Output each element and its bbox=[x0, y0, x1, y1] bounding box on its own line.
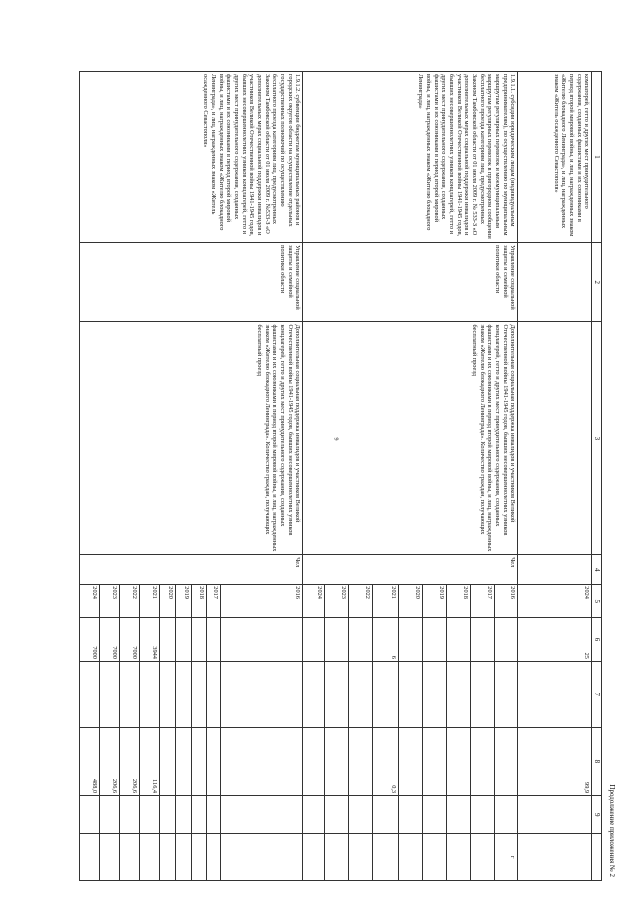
col-num-3: 3 bbox=[592, 322, 602, 555]
table-row: 2022 7000 206,6 bbox=[120, 72, 140, 881]
col-num-6: 6 bbox=[592, 618, 602, 662]
table-row: 2019 bbox=[423, 72, 447, 881]
table-row bbox=[495, 72, 518, 881]
table-row: 2023 bbox=[325, 72, 349, 881]
cell-year: 2016 bbox=[495, 585, 518, 618]
cell-unit-2: Чел bbox=[80, 555, 303, 585]
col-num-8: 8 bbox=[592, 727, 602, 795]
cell-mark: г bbox=[495, 834, 518, 881]
table-row: 2020 bbox=[160, 72, 176, 881]
col-num-4: 4 bbox=[592, 555, 602, 585]
col-num-5: 5 bbox=[592, 585, 602, 618]
col-num-9: 9 bbox=[592, 796, 602, 834]
cell-description: компаторей, гетто и других мест принудительного содержания, созданных фашистами и их союзниками в период второй мировой войны, и лиц, награжденных знаком «Жителю блокадного Ленинграда», и лиц, награжденных знаком «Житель осажденного Севастополя» bbox=[518, 72, 592, 243]
col-num-1: 1 bbox=[592, 72, 602, 243]
col-num-2: 2 bbox=[592, 243, 602, 322]
table-row bbox=[221, 72, 303, 881]
table-row: 2023 7000 206,6 bbox=[100, 72, 120, 881]
cell-executor-2: Управление социальной защиты и семейной политики области bbox=[80, 243, 303, 322]
cell-year: 2016 bbox=[221, 585, 303, 618]
page-number: 6 bbox=[334, 437, 341, 441]
column-numbers-row bbox=[592, 72, 602, 881]
cell-year: 2024 bbox=[518, 585, 592, 618]
cell-executor-1: Управление социальной защиты и семейной политики области bbox=[303, 243, 518, 322]
table-row: 2024 bbox=[303, 72, 325, 881]
cell-unit-1: Чел bbox=[303, 555, 518, 585]
cell-value: 25 bbox=[518, 618, 592, 662]
col-num-7: 7 bbox=[592, 661, 602, 727]
cell-amount: 99,9 bbox=[518, 727, 592, 795]
table-row: 2022 bbox=[349, 72, 373, 881]
rotated-table-page bbox=[91, 71, 616, 881]
cell-indicator-1: Дополнительная социальная поддержка инвалидов и участников Великой Отечественной войны 1941-1945 годов, бывших несовершеннолетних узников концлагерей, гетто и других мест принудительного содержания, созданных фашистами и их союзниками в период второй мировой войны, и лиц, награжденных знаком «Жителю блокадного Ленинграда». Количество граждан, получающих бесплатный проезд bbox=[303, 322, 518, 555]
table-row: 2018 bbox=[447, 72, 471, 881]
table-row: 2018 bbox=[192, 72, 207, 881]
col-num-10 bbox=[592, 834, 602, 881]
continuation-title: Продолжение приложения № 2 bbox=[608, 784, 616, 877]
cell-indicator-2: Дополнительная социальная поддержка инвалидов и участников Великой Отечественной войны 1941-1945 годов, бывших несовершеннолетних узников концлагерей, гетто и других мест принудительного содержания, созданных фашистами и их союзниками в период второй мировой войны, и лиц, награжденных знаком «Жителю блокадного Ленинграда». Количество граждан, получающих бесплатный проезд bbox=[80, 322, 303, 555]
cell-measure-2: 1.9.1.2. субвенции бюджетам муниципальных районов и городских округов области на осуществление отдельных государственных полномочий по осуществлению бесплатного проезда категориям лиц, предусмотренных Законом Тамбовской области от 01 июля 2009 г. №533-З «О дополнительных мерах социальной поддержки инвалидов и участников Великой Отечественной войны 1941-1945 годов, бывших несовершеннолетних узников концлагерей, гетто и других мест принудительного содержания, созданных фашистами и их союзниками в период второй мировой войны, и лиц, награжденных знаком «Жителю блокадного Ленинграда», и лиц, награжденных знаком «Житель осажденного Севастополя» bbox=[80, 72, 303, 243]
cell-measure-1: 1.9.1.1. субсидии юридическим лицам (индивидуальным предпринимателям), по осуществлению по муниципальным маршрутам регулярных перевозок и межмуниципальным маршрутам регулярных перевозок в пригородном сообщении бесплатного проезда категориям лиц, предусмотренных Законом Тамбовской области от 01 июля 2009 г. № 533-З «О дополнительных мерах социальной поддержки инвалидов и участников Великой Отечественной войны 1941-1945 годов, бывших несовершеннолетних узников концлагерей, гетто и других мест принудительного содержания, созданных фашистами и их союзниками в период второй мировой войны, и лиц, награжденных знаком «Жителю блокадного Ленинграда» bbox=[303, 72, 518, 243]
table-row: 2024 7000 488,0 bbox=[80, 72, 100, 881]
table-row: 2017 bbox=[207, 72, 221, 881]
table-row: 2019 bbox=[176, 72, 192, 881]
table-row: 2020 bbox=[399, 72, 423, 881]
program-table bbox=[79, 71, 602, 881]
table-row: 2017 bbox=[471, 72, 495, 881]
table-row: 2021 3944 116,4 bbox=[140, 72, 160, 881]
table-row bbox=[518, 72, 592, 881]
table-row: 2021 6 0,3 bbox=[373, 72, 399, 881]
